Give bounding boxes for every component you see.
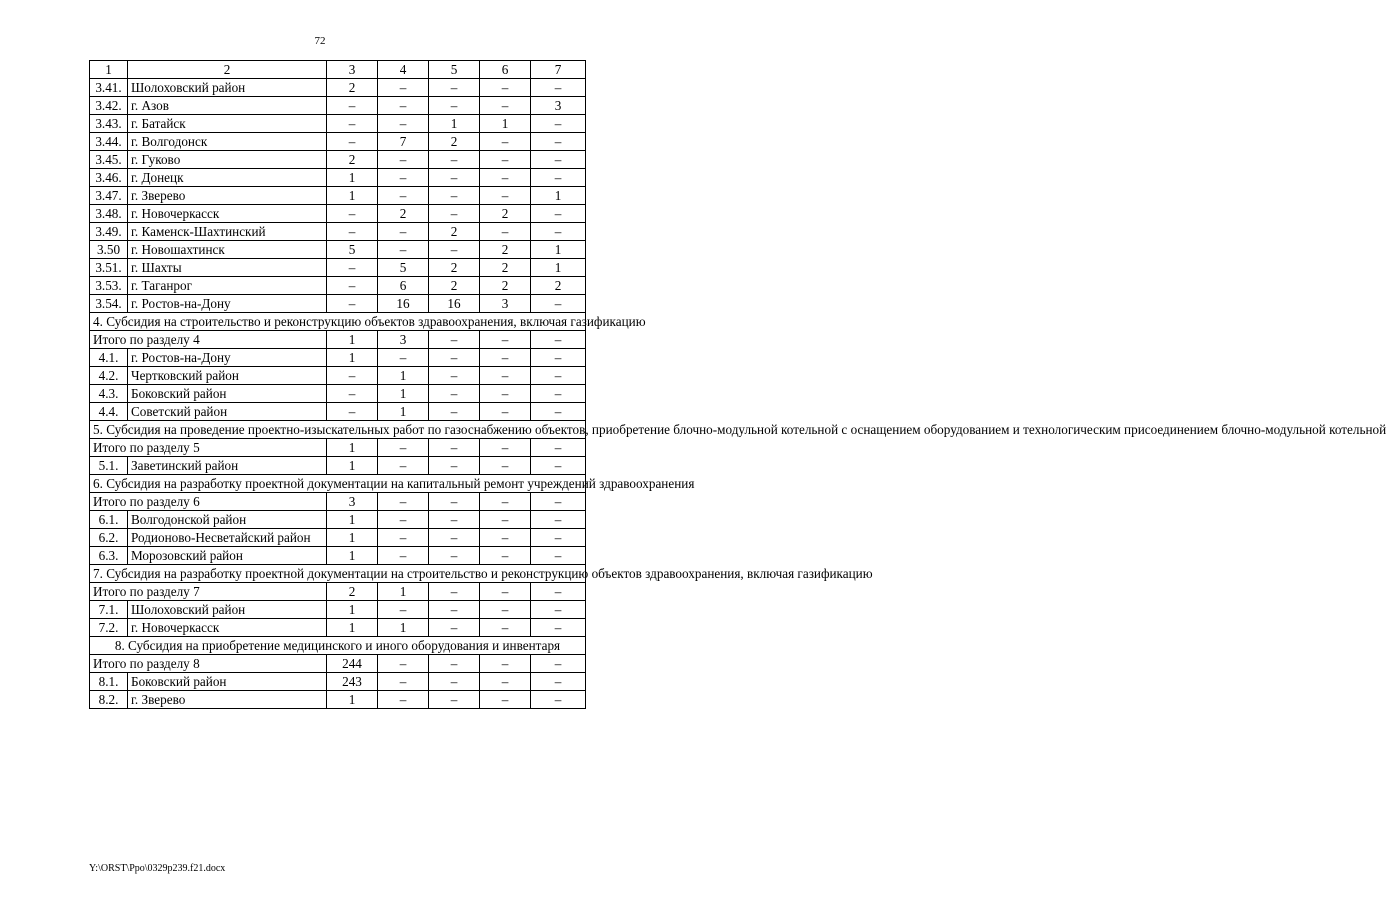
value-cell: 2 [327,583,378,601]
value-cell: – [531,619,586,637]
value-cell: – [429,367,480,385]
table-row [90,691,586,709]
value-cell: 1 [327,691,378,709]
column-header: 6 [480,61,531,79]
value-cell: 5 [378,259,429,277]
row-name: г. Зверево [128,691,327,709]
row-name: г. Таганрог [128,277,327,295]
row-name: г. Волгодонск [128,133,327,151]
section-total-label: Итого по разделу 7 [90,583,327,601]
value-cell: – [327,205,378,223]
row-name: г. Гуково [128,151,327,169]
value-cell: – [480,367,531,385]
column-header: 2 [128,61,327,79]
value-cell: 1 [327,511,378,529]
row-number: 4.4. [90,403,128,421]
value-cell: – [531,205,586,223]
value-cell: – [378,493,429,511]
value-cell: – [327,295,378,313]
value-cell: – [531,133,586,151]
value-cell: – [480,133,531,151]
value-cell: 3 [327,493,378,511]
value-cell: 2 [429,277,480,295]
row-number: 6.1. [90,511,128,529]
value-cell: – [480,97,531,115]
value-cell: – [429,619,480,637]
value-cell: 2 [378,205,429,223]
row-name: Советский район [128,403,327,421]
section-title: 6. Субсидия на разработку проектной документации на капитальный ремонт учреждений здравоохранения [90,475,586,493]
value-cell: – [531,403,586,421]
table-row [90,151,586,169]
row-name: Родионово-Несветайский район [128,529,327,547]
value-cell: 16 [378,295,429,313]
table-row [90,169,586,187]
value-cell: – [480,547,531,565]
row-number: 3.51. [90,259,128,277]
value-cell: – [480,493,531,511]
value-cell: – [327,277,378,295]
value-cell: – [429,403,480,421]
value-cell: – [531,295,586,313]
value-cell: – [531,331,586,349]
value-cell: 1 [327,331,378,349]
section-title-row [90,565,586,583]
value-cell: 2 [480,241,531,259]
table-row [90,295,586,313]
value-cell: 1 [327,169,378,187]
value-cell: – [378,511,429,529]
value-cell: – [378,79,429,97]
row-number: 3.45. [90,151,128,169]
row-name: г. Шахты [128,259,327,277]
value-cell: – [480,601,531,619]
table-row [90,115,586,133]
value-cell: – [480,655,531,673]
value-cell: – [429,583,480,601]
value-cell: – [480,169,531,187]
value-cell: – [429,169,480,187]
value-cell: 1 [378,385,429,403]
row-number: 3.44. [90,133,128,151]
row-name: г. Зверево [128,187,327,205]
value-cell: – [429,187,480,205]
value-cell: 243 [327,673,378,691]
row-name: Шолоховский район [128,601,327,619]
subsidy-table [89,60,1386,709]
row-name: г. Ростов-на-Дону [128,349,327,367]
row-number: 3.54. [90,295,128,313]
page-number: 72 [314,35,326,47]
header-row [90,61,586,79]
row-number: 8.1. [90,673,128,691]
value-cell: – [429,205,480,223]
row-number: 6.2. [90,529,128,547]
value-cell: 2 [327,151,378,169]
table-row [90,529,586,547]
value-cell: – [531,115,586,133]
value-cell: 2 [327,79,378,97]
row-number: 6.3. [90,547,128,565]
value-cell: 1 [480,115,531,133]
value-cell: – [531,673,586,691]
row-number: 3.47. [90,187,128,205]
value-cell: 16 [429,295,480,313]
value-cell: – [531,439,586,457]
table-row [90,385,586,403]
value-cell: – [429,241,480,259]
value-cell: – [378,115,429,133]
value-cell: – [480,403,531,421]
value-cell: 1 [378,367,429,385]
value-cell: – [480,223,531,241]
column-header: 7 [531,61,586,79]
row-number: 3.48. [90,205,128,223]
table-row [90,277,586,295]
table-row [90,259,586,277]
value-cell: – [531,655,586,673]
value-cell: – [327,403,378,421]
row-name: Чертковский район [128,367,327,385]
value-cell: – [480,583,531,601]
value-cell: – [480,331,531,349]
section-title: 8. Субсидия на приобретение медицинского и иного оборудования и инвентаря [90,637,586,655]
value-cell: – [378,223,429,241]
value-cell: 3 [480,295,531,313]
value-cell: 3 [378,331,429,349]
value-cell: – [429,601,480,619]
row-number: 4.2. [90,367,128,385]
section-total-label: Итого по разделу 6 [90,493,327,511]
row-name: Шолоховский район [128,79,327,97]
table-row [90,367,586,385]
value-cell: – [429,673,480,691]
section-total-row [90,331,586,349]
value-cell: – [378,673,429,691]
value-cell: – [531,529,586,547]
value-cell: – [480,457,531,475]
value-cell: – [480,529,531,547]
value-cell: – [531,79,586,97]
table-row [90,547,586,565]
value-cell: – [480,187,531,205]
value-cell: – [429,655,480,673]
value-cell: – [531,601,586,619]
value-cell: – [327,259,378,277]
table-row [90,673,586,691]
value-cell: 244 [327,655,378,673]
value-cell: – [378,601,429,619]
value-cell: – [429,439,480,457]
table-row [90,205,586,223]
row-name: г. Донецк [128,169,327,187]
value-cell: – [429,457,480,475]
row-name: Заветинский район [128,457,327,475]
value-cell: – [429,331,480,349]
value-cell: 2 [480,205,531,223]
row-number: 3.53. [90,277,128,295]
section-title-row [90,421,586,439]
column-header: 4 [378,61,429,79]
section-total-row [90,583,586,601]
row-number: 3.46. [90,169,128,187]
value-cell: – [429,547,480,565]
table-row [90,187,586,205]
row-number: 7.2. [90,619,128,637]
value-cell: – [480,385,531,403]
value-cell: 2 [531,277,586,295]
table-body [90,61,1386,709]
section-total-label: Итого по разделу 4 [90,331,327,349]
value-cell: – [378,187,429,205]
column-header: 1 [90,61,128,79]
value-cell: 2 [429,223,480,241]
value-cell: – [327,133,378,151]
section-title: 5. Субсидия на проведение проектно-изыскательных работ по газоснабжению объектов, приобретение блочно-модульной котельной с оснащением оборудованием и технологическим присоединением блочно-модульной котельной [90,421,586,439]
section-total-row [90,439,586,457]
table-row [90,241,586,259]
value-cell: – [378,169,429,187]
file-path-footer: Y:\ORST\Ppo\0329p239.f21.docx [89,863,226,874]
value-cell: 3 [531,97,586,115]
value-cell: 1 [327,601,378,619]
table-row [90,403,586,421]
value-cell: – [327,367,378,385]
row-name: г. Ростов-на-Дону [128,295,327,313]
value-cell: – [429,79,480,97]
section-title: 7. Субсидия на разработку проектной документации на строительство и реконструкцию объектов здравоохранения, включая газификацию [90,565,586,583]
value-cell: – [531,583,586,601]
value-cell: 1 [327,547,378,565]
table-row [90,457,586,475]
value-cell: – [480,439,531,457]
value-cell: 5 [327,241,378,259]
value-cell: – [429,493,480,511]
value-cell: – [429,511,480,529]
value-cell: – [429,529,480,547]
table-row [90,133,586,151]
value-cell: 1 [531,187,586,205]
value-cell: – [429,691,480,709]
row-number: 3.50 [90,241,128,259]
value-cell: 1 [327,529,378,547]
section-title: 4. Субсидия на строительство и реконструкцию объектов здравоохранения, включая газификацию [90,313,586,331]
value-cell: – [378,439,429,457]
value-cell: – [531,349,586,367]
row-number: 3.43. [90,115,128,133]
value-cell: – [429,385,480,403]
section-total-row [90,655,586,673]
value-cell: – [378,691,429,709]
value-cell: – [531,493,586,511]
value-cell: – [327,385,378,403]
value-cell: – [327,115,378,133]
value-cell: – [378,655,429,673]
section-total-label: Итого по разделу 8 [90,655,327,673]
row-number: 3.49. [90,223,128,241]
value-cell: 1 [378,403,429,421]
row-name: г. Новочеркасск [128,205,327,223]
value-cell: – [531,223,586,241]
table-row [90,97,586,115]
value-cell: – [531,691,586,709]
row-name: г. Новочеркасск [128,619,327,637]
table-row [90,619,586,637]
value-cell: – [378,241,429,259]
row-name: Боковский район [128,385,327,403]
table-row [90,511,586,529]
section-total-label: Итого по разделу 5 [90,439,327,457]
value-cell: – [378,151,429,169]
value-cell: – [378,97,429,115]
row-name: г. Азов [128,97,327,115]
value-cell: 2 [429,259,480,277]
value-cell: 1 [531,241,586,259]
value-cell: 1 [531,259,586,277]
row-name: Боковский район [128,673,327,691]
value-cell: 1 [327,187,378,205]
value-cell: 1 [327,349,378,367]
value-cell: – [531,385,586,403]
section-total-row [90,493,586,511]
value-cell: – [378,349,429,367]
value-cell: – [531,457,586,475]
value-cell: – [378,457,429,475]
value-cell: 2 [429,133,480,151]
row-name: г. Каменск-Шахтинский [128,223,327,241]
value-cell: 7 [378,133,429,151]
value-cell: – [480,511,531,529]
section-title-row [90,475,586,493]
value-cell: – [531,169,586,187]
row-number: 8.2. [90,691,128,709]
table-row [90,601,586,619]
row-number: 4.1. [90,349,128,367]
row-name: г. Батайск [128,115,327,133]
value-cell: – [378,529,429,547]
value-cell: – [480,349,531,367]
value-cell: – [480,619,531,637]
row-name: Морозовский район [128,547,327,565]
value-cell: – [480,673,531,691]
row-number: 5.1. [90,457,128,475]
value-cell: – [480,691,531,709]
value-cell: 1 [327,439,378,457]
row-name: г. Новошахтинск [128,241,327,259]
value-cell: – [429,151,480,169]
value-cell: – [531,367,586,385]
row-name: Волгодонской район [128,511,327,529]
section-title-row [90,313,586,331]
value-cell: 1 [429,115,480,133]
table-row [90,79,586,97]
value-cell: – [429,349,480,367]
value-cell: – [480,79,531,97]
section-title-row [90,637,586,655]
value-cell: 1 [378,619,429,637]
value-cell: 1 [327,457,378,475]
value-cell: 1 [327,619,378,637]
value-cell: – [531,511,586,529]
value-cell: 2 [480,277,531,295]
value-cell: – [531,151,586,169]
value-cell: – [378,547,429,565]
row-number: 4.3. [90,385,128,403]
column-header: 3 [327,61,378,79]
value-cell: – [480,151,531,169]
row-number: 3.41. [90,79,128,97]
value-cell: 6 [378,277,429,295]
column-header: 5 [429,61,480,79]
value-cell: 1 [378,583,429,601]
table-row [90,223,586,241]
row-number: 7.1. [90,601,128,619]
value-cell: – [531,547,586,565]
row-number: 3.42. [90,97,128,115]
value-cell: – [429,97,480,115]
value-cell: – [327,97,378,115]
value-cell: 2 [480,259,531,277]
table-row [90,349,586,367]
value-cell: – [327,223,378,241]
